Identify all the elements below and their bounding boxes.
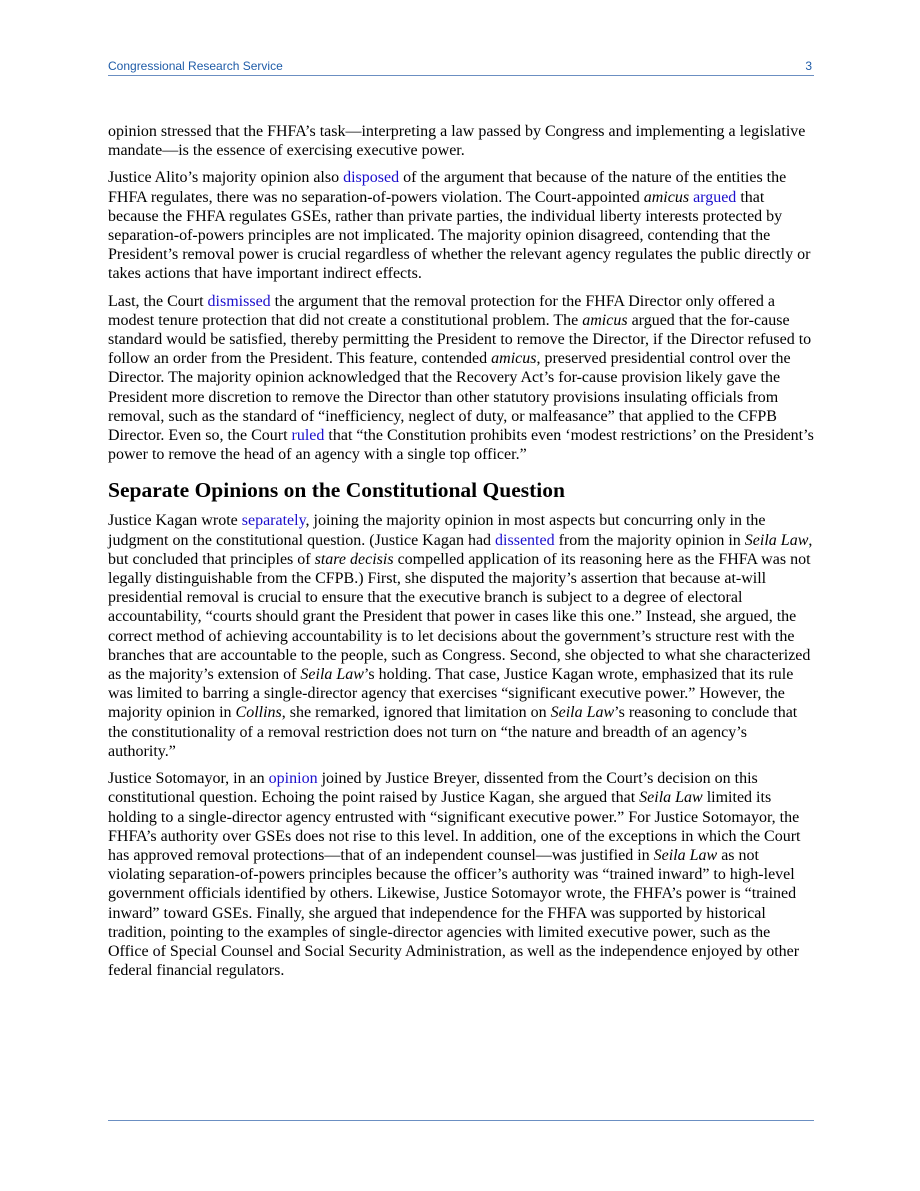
paragraph-1: [108, 122, 814, 160]
link-disposed[interactable]: disposed: [343, 169, 400, 187]
text: compelled application of its reasoning here as the FHFA was not legally distinguishable from the CFPB.) First, she disputed the majority’s assertion that because at-will presidential removal is crucial to ensure that the executive branch is subject to a degree of electoral accountability, “courts should grant the President that power in cases like this one.” Instead, she argued, the correct method of achieving accountability is to let decisions about the government’s structure rest with the branches that are accountable to the people, such as Congress. Second, she objected to what she characterized as the majority’s extension of: [108, 550, 811, 684]
link-argued[interactable]: argued: [693, 188, 737, 206]
paragraph-2: [108, 168, 814, 283]
text: , but concluded that principles of: [108, 531, 813, 568]
paragraph-4: [108, 511, 814, 761]
italic-text: Seila Law: [653, 846, 718, 864]
italic-text: amicus: [491, 350, 537, 368]
italic-text: amicus: [582, 311, 628, 329]
text: of the argument that because of the nature of the entities the FHFA regulates, there was no separation-of-powers violation. The Court-appointed: [108, 169, 787, 206]
text: Justice Kagan wrote: [108, 512, 242, 530]
italic-text: Seila Law: [550, 704, 615, 722]
italic-text: stare decisis: [314, 550, 394, 568]
text: joined by Justice Breyer, dissented from the Court’s decision on this constitutional question. Echoing the point raised by Justice Kagan, she argued that: [108, 770, 758, 807]
page-number: 3: [805, 59, 812, 73]
text: , joining the majority opinion in most aspects but concurring only in the judgment on the constitutional question. (Justice Kagan had: [108, 512, 766, 549]
text: the argument that the removal protection for the FHFA Director only offered a modest tenure protection that did not create a constitutional problem. The: [108, 292, 775, 329]
text: ’s holding. That case, Justice Kagan wrote, emphasized that its rule was limited to barring a single-director agency that exercises “significant executive power.” However, the majority opinion in: [108, 666, 794, 722]
text: Justice Sotomayor, in an: [108, 770, 269, 788]
text: opinion stressed that the FHFA’s task—interpreting a law passed by Congress and implementing a legislative mandate—is the essence of exercising executive power.: [108, 123, 806, 160]
link-opinion[interactable]: opinion: [268, 770, 318, 788]
paragraph-3: [108, 292, 814, 465]
italic-text: amicus: [643, 188, 690, 206]
text: that “the Constitution prohibits even ‘modest restrictions’ on the President’s power to remove the head of an agency with a single top officer.”: [108, 427, 814, 464]
link-ruled[interactable]: ruled: [291, 427, 325, 445]
page-header: [108, 57, 814, 76]
text: that because the FHFA regulates GSEs, rather than private parties, the individual liberty interests protected by separation-of-powers principles are not implicated. The majority opinion disagreed, contending that the President’s removal power is crucial regardless of whether the relevant agency regulates the public directly or takes actions that have important indirect effects.: [108, 188, 811, 283]
text: , she remarked, ignored that limitation on: [281, 704, 551, 722]
text: argued that the for-cause standard would be satisfied, thereby permitting the President to remove the Director, if the Director refused to follow an order from the President. This feature, contended: [108, 311, 812, 368]
link-separately[interactable]: separately: [241, 512, 306, 530]
italic-text: Seila Law: [300, 666, 364, 684]
text: ’s reasoning to conclude that the constitutionality of a removal restriction does not turn on “the nature and breadth of an agency’s authority.”: [108, 704, 798, 760]
header-organization: Congressional Research Service: [108, 59, 283, 73]
text: as not violating separation-of-powers principles because the officer’s authority was “trained inward” to high-level government officials identified by others. Likewise, Justice Sotomayor wrote, the FHFA’s power is “trained inward” toward GSEs. Finally, she argued that independence for the FHFA was supported by historical tradition, pointing to the examples of single-director agencies with limited executive power, such as the Office of Special Counsel and Social Security Administration, as well as the independence enjoyed by other federal financial regulators.: [108, 846, 800, 980]
italic-text: Seila Law: [744, 531, 809, 549]
section-heading: Separate Opinions on the Constitutional Question: [108, 478, 565, 503]
text: limited its holding to a single-director agency entrusted with “significant executive power.” For Justice Sotomayor, the FHFA’s authority over GSEs does not rise to this level. In addition, one of the exceptions in which the Court has approved removal protections—that of an independent counsel—was justified in: [108, 789, 801, 864]
text: Justice Alito’s majority opinion also: [108, 169, 344, 187]
footer-rule: [108, 1120, 814, 1121]
italic-text: Collins: [235, 704, 282, 722]
text: Last, the Court: [108, 292, 208, 310]
text: , preserved presidential control over the Director. The majority opinion acknowledged that the Recovery Act’s for-cause provision likely gave the President more discretion to remove the Director than other statutory provisions insulating officials from removal, such as the standard of “inefficiency, neglect of duty, or malfeasance” that applied to the CFPB Director. Even so, the Court: [108, 350, 791, 445]
text: from the majority opinion in: [554, 531, 745, 549]
link-dismissed[interactable]: dismissed: [207, 292, 271, 310]
link-dissented[interactable]: dissented: [495, 531, 555, 549]
italic-text: Seila Law: [639, 789, 703, 807]
paragraph-5: [108, 769, 814, 980]
document-body: [108, 122, 814, 988]
